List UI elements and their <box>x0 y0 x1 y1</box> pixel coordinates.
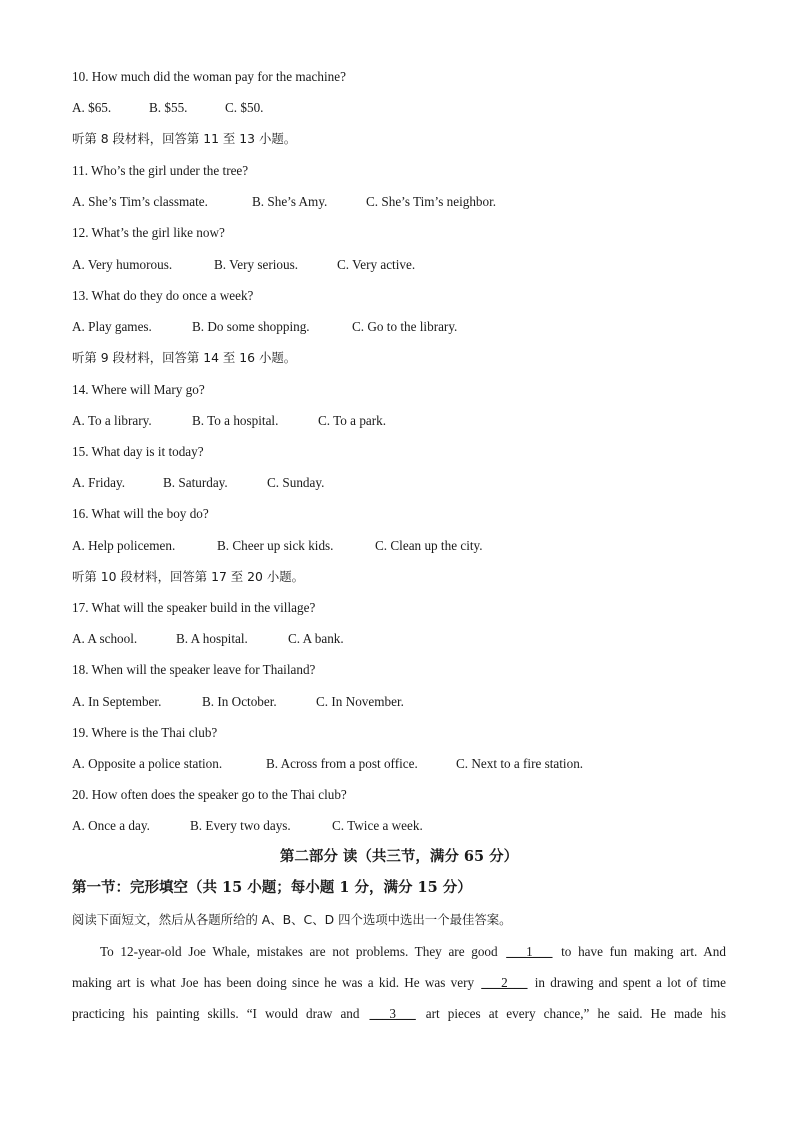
question-text: 17. What will the speaker build in the village? <box>72 600 316 615</box>
passage-line-1: To 12-year-old Joe Whale, mistakes are not problems. They are good ___1___ to have fun making art. And <box>100 944 726 959</box>
option-c: C. In November. <box>316 694 404 709</box>
option-a: A. $65. <box>72 100 112 115</box>
cloze-instruction: 阅读下面短文，然后从各题所给的 A、B、C、D 四个选项中选出一个最佳答案。 <box>72 912 512 927</box>
option-a: A. Very humorous. <box>72 257 173 272</box>
question-18 <box>72 662 315 678</box>
option-b: B. Very serious. <box>214 257 299 272</box>
option-b: B. A hospital. <box>176 631 248 646</box>
question-10 <box>72 69 346 85</box>
question-12 <box>72 225 225 241</box>
options-13 <box>72 319 726 335</box>
question-text: 13. What do they do once a week? <box>72 288 254 303</box>
question-13 <box>72 288 253 304</box>
question-text: 19. Where is the Thai club? <box>72 725 218 740</box>
question-20 <box>72 787 347 803</box>
section-intro-10: 听第 10 段材料，回答第 17 至 20 小题。 <box>72 569 305 584</box>
option-a: A. A school. <box>72 631 138 646</box>
option-b: B. Saturday. <box>163 475 228 490</box>
question-14 <box>72 382 205 398</box>
option-a: A. She’s Tim’s classmate. <box>72 194 208 209</box>
option-b: B. Do some shopping. <box>192 319 310 334</box>
option-a: A. Help policemen. <box>72 538 176 553</box>
option-c: C. Clean up the city. <box>375 538 483 553</box>
options-17 <box>72 631 726 647</box>
option-a: A. In September. <box>72 694 162 709</box>
question-text: 16. What will the boy do? <box>72 506 209 521</box>
question-11 <box>72 163 248 179</box>
option-c: C. Sunday. <box>267 475 325 490</box>
options-19 <box>72 756 726 772</box>
question-text: 12. What’s the girl like now? <box>72 225 225 240</box>
question-text: 14. Where will Mary go? <box>72 382 205 397</box>
options-16 <box>72 538 726 554</box>
option-c: C. Next to a fire station. <box>456 756 584 771</box>
options-15 <box>72 475 726 491</box>
passage-line-3: practicing his painting skills. “I would draw and ___3___ art pieces at every chance,” he said. He made his <box>72 1006 726 1021</box>
blank-2[interactable]: ___2___ <box>481 975 528 990</box>
option-c: C. To a park. <box>318 413 387 428</box>
blank-3[interactable]: ___3___ <box>369 1006 416 1021</box>
option-c: C. She’s Tim’s neighbor. <box>366 194 497 209</box>
option-a: A. To a library. <box>72 413 152 428</box>
option-b: B. Every two days. <box>190 818 291 833</box>
options-12 <box>72 257 726 273</box>
option-c: C. Go to the library. <box>352 319 458 334</box>
question-text: 11. Who’s the girl under the tree? <box>72 163 249 178</box>
question-text: 15. What day is it today? <box>72 444 204 459</box>
question-19 <box>72 725 217 741</box>
question-16 <box>72 506 209 522</box>
option-b: B. Across from a post office. <box>266 756 418 771</box>
question-17 <box>72 600 315 616</box>
question-text: 10. How much did the woman pay for the machine? <box>72 69 346 84</box>
option-b: B. Cheer up sick kids. <box>217 538 334 553</box>
option-c: C. $50. <box>225 100 264 115</box>
option-b: B. To a hospital. <box>192 413 279 428</box>
blank-1[interactable]: ___1___ <box>506 944 553 959</box>
part-two-title: 第二部分 读（共三节，满分 65 分） <box>279 848 519 865</box>
option-a: A. Opposite a police station. <box>72 756 223 771</box>
section-intro-8: 听第 8 段材料，回答第 11 至 13 小题。 <box>72 131 297 146</box>
question-text: 18. When will the speaker leave for Thailand? <box>72 662 316 677</box>
option-c: C. A bank. <box>288 631 344 646</box>
options-10 <box>72 100 726 116</box>
option-b: B. In October. <box>202 694 277 709</box>
option-a: A. Friday. <box>72 475 125 490</box>
option-b: B. $55. <box>149 100 188 115</box>
passage-line-2: making art is what Joe has been doing since he was a kid. He was very ___2___ in drawing and spent a lot of time <box>72 975 726 990</box>
options-14 <box>72 413 726 429</box>
question-text: 20. How often does the speaker go to the Thai club? <box>72 787 347 802</box>
option-a: A. Play games. <box>72 319 152 334</box>
section-intro-9: 听第 9 段材料，回答第 14 至 16 小题。 <box>72 350 297 365</box>
section-one-title: 第一节：完形填空（共 15 小题；每小题 1 分，满分 15 分） <box>72 879 472 896</box>
options-18 <box>72 694 726 710</box>
option-c: C. Very active. <box>337 257 416 272</box>
options-11 <box>72 194 726 210</box>
options-20 <box>72 818 726 834</box>
option-c: C. Twice a week. <box>332 818 423 833</box>
option-b: B. She’s Amy. <box>252 194 328 209</box>
question-15 <box>72 444 204 460</box>
option-a: A. Once a day. <box>72 818 150 833</box>
